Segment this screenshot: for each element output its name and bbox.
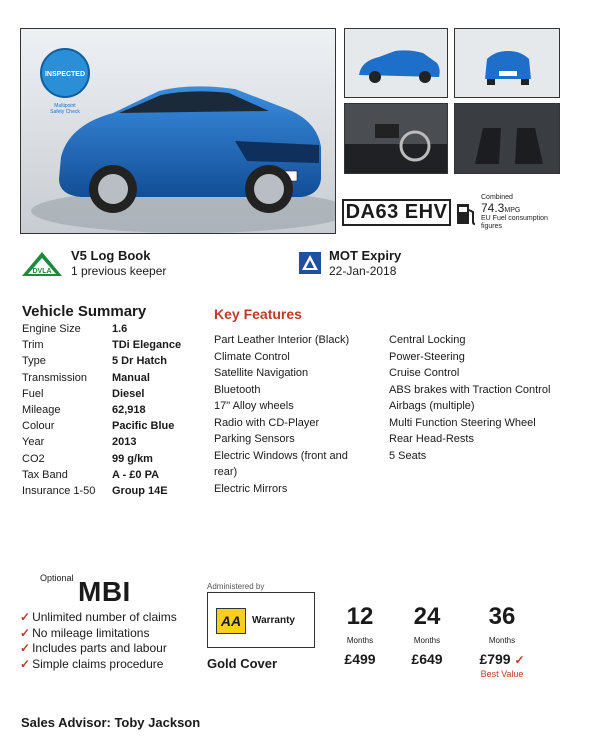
plan-price-best [474, 651, 530, 667]
aa-warranty-text: Warranty [252, 615, 295, 626]
key-features-column-1 [214, 332, 374, 497]
car-rear-image [455, 29, 560, 98]
mbi-benefit-item [20, 610, 177, 626]
feature-item: Multi Function Steering Wheel [389, 416, 536, 429]
summary-value: Diesel [112, 387, 145, 400]
feature-item: Satellite Navigation [214, 367, 309, 379]
summary-value: Manual [112, 371, 150, 384]
fuel-pump-icon [455, 200, 477, 226]
summary-label: Type [22, 355, 46, 368]
summary-label: Year [22, 436, 45, 449]
feature-item: Climate Control [214, 350, 290, 363]
mbi-benefit-item [20, 641, 177, 657]
mbi-benefit-item [20, 657, 177, 673]
feature-item: Central Locking [389, 334, 466, 346]
summary-row [22, 404, 212, 420]
car-side-image [345, 29, 448, 98]
feature-item: ABS brakes with Traction Control [389, 383, 551, 396]
summary-value: 2013 [112, 436, 137, 449]
mbi-benefit-text: Includes parts and labour [32, 641, 167, 655]
mbi-benefit-text: Unlimited number of claims [32, 610, 177, 624]
summary-row [22, 436, 212, 452]
feature-item: Part Leather Interior (Black) [214, 334, 350, 346]
plan-months-number: 36 [488, 603, 516, 630]
summary-label: Transmission [22, 371, 87, 384]
mpg-reading [481, 202, 561, 215]
feature-item: Airbags (multiple) [389, 400, 475, 412]
car-front-three-quarter-image [21, 29, 336, 234]
v5-logbook-title: V5 Log Book [71, 248, 151, 263]
mot-expiry-date: 22-Jan-2018 [329, 264, 397, 278]
checkmark-icon: ✓ [20, 625, 31, 640]
dvla-label: DVLA [32, 268, 52, 275]
summary-label: Tax Band [22, 468, 68, 481]
plan-months-number: 12 [346, 603, 374, 630]
summary-row [22, 469, 212, 485]
mbi-benefits-list [20, 610, 177, 672]
administered-by-label: Administered by [207, 582, 265, 591]
mpg-unit: MPG [504, 207, 521, 214]
plan-price-value: £799 [479, 651, 511, 667]
vehicle-summary-title: Vehicle Summary [22, 303, 147, 320]
checkmark-icon: ✓ [514, 653, 525, 667]
feature-item: Parking Sensors [214, 433, 295, 445]
summary-row [22, 485, 212, 501]
plan-months-number: 24 [413, 603, 441, 630]
checkmark-icon: ✓ [20, 641, 31, 655]
checkmark-icon: ✓ [20, 610, 31, 624]
fuel-label-bottom: EU Fuel consumption figures [481, 215, 548, 230]
plan-price: £649 [411, 651, 443, 667]
plan-12-months[interactable] [332, 603, 388, 667]
summary-value: Group 14E [112, 485, 168, 497]
summary-value: 1.6 [112, 323, 128, 335]
mbi-benefit-text: Simple claims procedure [32, 656, 164, 671]
svg-text:INSPECTED: INSPECTED [44, 71, 86, 78]
summary-row [22, 355, 212, 371]
summary-label: Insurance 1-50 [22, 485, 96, 497]
feature-item: Cruise Control [389, 367, 460, 379]
plan-months-label: Months [488, 636, 516, 645]
plan-36-months[interactable] [474, 603, 530, 679]
aa-warranty-logo-box [207, 592, 315, 648]
summary-row [22, 453, 212, 469]
summary-row [22, 372, 212, 388]
registration-plate: DA63 EHV [342, 199, 451, 226]
car-interior-seats-image [455, 104, 560, 174]
summary-label: Fuel [22, 387, 44, 400]
summary-label: Colour [22, 420, 55, 433]
thumbnail-side-view[interactable] [344, 28, 448, 98]
mot-icon [299, 252, 321, 274]
v5-previous-keepers: 1 previous keeper [71, 264, 167, 278]
thumbnail-rear-view[interactable] [454, 28, 560, 98]
fuel-label-top: Combined [481, 194, 513, 201]
aa-logo-icon: AA [216, 608, 246, 634]
summary-value: A - £0 PA [112, 468, 160, 481]
mbi-benefit-text: No mileage limitations [32, 625, 150, 640]
summary-value: 99 g/km [112, 452, 153, 465]
mpg-value: 74.3 [481, 201, 505, 215]
feature-item: 5 Seats [389, 449, 427, 462]
mbi-benefit-item [20, 626, 177, 642]
svg-text:Safety Check: Safety Check [50, 109, 80, 115]
optional-label: Optional [40, 573, 74, 583]
summary-row [22, 420, 212, 436]
summary-row [22, 323, 212, 339]
plan-price: £499 [344, 651, 376, 667]
feature-item: Power-Steering [389, 350, 465, 363]
summary-row [22, 339, 212, 355]
feature-item: Electric Windows (front and rear) [214, 449, 348, 478]
mbi-title: MBI [78, 576, 131, 607]
thumbnail-interior[interactable] [454, 103, 560, 174]
summary-row [22, 388, 212, 404]
feature-item: Bluetooth [214, 383, 261, 396]
car-dashboard-image [345, 104, 448, 174]
feature-item: Radio with CD-Player [214, 416, 320, 429]
svg-text:Multipoint: Multipoint [54, 103, 76, 109]
key-features-column-2 [389, 332, 559, 464]
feature-item: Electric Mirrors [214, 482, 288, 495]
summary-value: TDi Elegance [112, 339, 182, 352]
summary-value: 62,918 [112, 404, 146, 416]
summary-label: CO2 [22, 452, 45, 465]
checkmark-icon: ✓ [20, 656, 31, 671]
summary-label: Mileage [22, 404, 61, 416]
gold-cover-label: Gold Cover [207, 656, 278, 671]
thumbnail-dashboard[interactable] [344, 103, 448, 174]
summary-label: Trim [22, 339, 44, 352]
best-value-label: Best Value [480, 669, 524, 679]
feature-item: Rear Head-Rests [389, 433, 474, 445]
summary-label: Engine Size [22, 323, 81, 335]
summary-value: 5 Dr Hatch [112, 355, 168, 368]
plan-months-label: Months [346, 636, 374, 645]
summary-value: Pacific Blue [112, 420, 175, 433]
dvla-icon [20, 250, 64, 278]
fuel-economy [481, 194, 561, 231]
plan-months-label: Months [413, 636, 441, 645]
sales-advisor: Sales Advisor: Toby Jackson [21, 715, 201, 730]
mot-expiry-title: MOT Expiry [329, 248, 402, 263]
key-features-title: Key Features [214, 306, 302, 322]
feature-item: 17" Alloy wheels [214, 400, 294, 412]
plan-24-months[interactable] [399, 603, 455, 667]
main-car-photo[interactable] [20, 28, 336, 234]
